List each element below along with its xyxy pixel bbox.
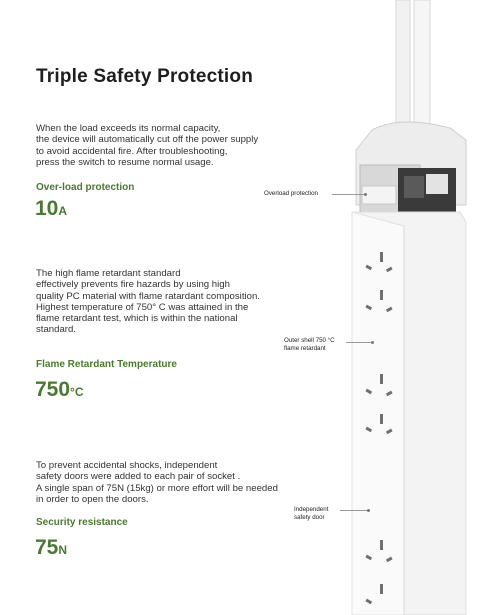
security-number: 75 <box>35 536 59 559</box>
door-leader-line <box>340 510 368 511</box>
overload-callout: Overload protection <box>264 190 318 197</box>
overload-leader-dot <box>364 193 367 196</box>
shell-leader-dot <box>371 341 374 344</box>
security-description: To prevent accidental shocks, independent safety doors were added to each pair of socket . A single span of 75N (15kg) or more effort will be needed in order to open the doors. <box>36 460 278 505</box>
overload-number: 10 <box>35 197 59 220</box>
security-value <box>35 536 67 560</box>
power-strip-illustration <box>300 0 489 615</box>
security-unit: N <box>58 543 68 557</box>
door-leader-dot <box>367 509 370 512</box>
flame-unit: °C <box>70 385 84 399</box>
door-callout: Independent safety door <box>294 506 329 521</box>
shell-callout: Outer shell 750 °C flame retardant <box>284 337 335 352</box>
security-label: Security resistance <box>36 517 128 528</box>
shell-leader-line <box>346 342 372 343</box>
overload-description: When the load exceeds its normal capacity, the device will automatically cut off the power supply to avoid accidental fire. After troubleshooting, press the switch to resume normal usage. <box>36 123 259 168</box>
flame-number: 750 <box>35 378 71 401</box>
overload-label: Over-load protection <box>36 182 135 193</box>
overload-leader-line <box>332 194 366 195</box>
flame-label: Flame Retardant Temperature <box>36 359 177 370</box>
overload-value <box>35 197 67 221</box>
overload-unit: A <box>58 204 68 218</box>
flame-value <box>35 378 84 402</box>
page-title: Triple Safety Protection <box>36 66 254 87</box>
flame-description: The high flame retardant standard effectively prevents fire hazards by using high quality PC material with flame ratardant composition. Highest temperature of 750° C was attained in the flame retardant test, which is within the national standard. <box>36 268 260 336</box>
